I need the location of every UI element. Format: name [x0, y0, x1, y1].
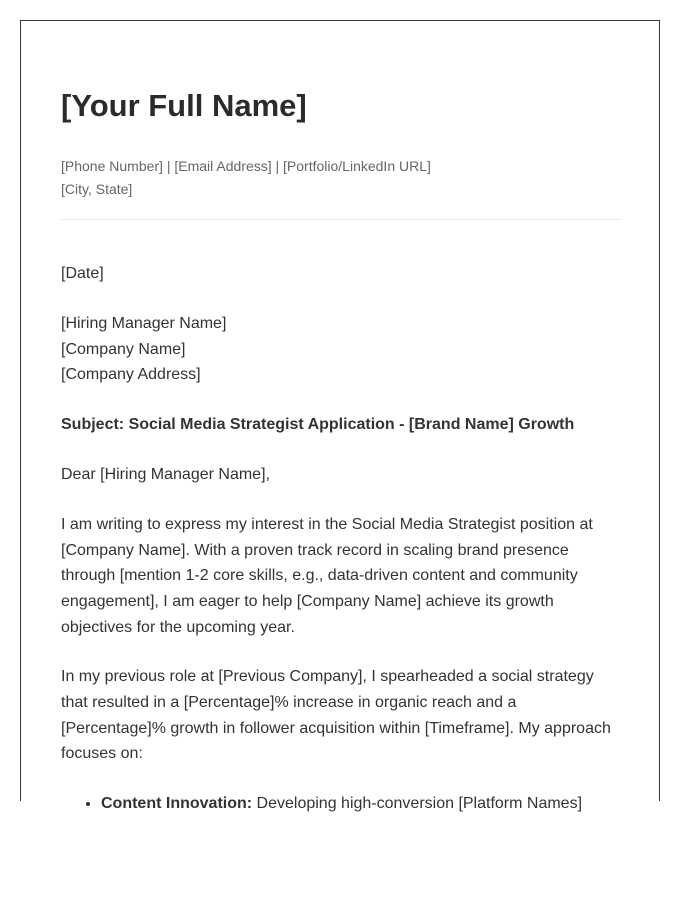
- bullet-text: Developing high-conversion [Platform Names]: [252, 795, 583, 813]
- recipient-block: [61, 311, 621, 388]
- list-item: [101, 791, 621, 817]
- letter-subject: Subject: Social Media Strategist Application - [Brand Name] Growth: [61, 416, 575, 434]
- contact-location: [City, State]: [61, 181, 133, 197]
- letter-body: [61, 261, 621, 817]
- paragraph-experience: In my previous role at [Previous Company], I spearheaded a social strategy that resulted in a [Percentage]% increase in organic reach and a [Percentage]% growth in follower acquisition within [Timeframe]. My approach focuses on:: [61, 668, 611, 763]
- contact-info: [61, 155, 621, 201]
- recipient-manager: [Hiring Manager Name]: [61, 314, 227, 332]
- paragraph-intro: I am writing to express my interest in the Social Media Strategist position at [Company Name]. With a proven track record in scaling brand presence through [mention 1-2 core skills, e.g., data-driven content and community engagement], I am eager to help [Company Name] achieve its growth objectives for the upcoming year.: [61, 516, 593, 636]
- contact-details: [Phone Number] | [Email Address] | [Portfolio/LinkedIn URL]: [61, 158, 431, 174]
- salutation: Dear [Hiring Manager Name],: [61, 466, 270, 484]
- header-divider: [61, 219, 621, 220]
- letter-page: [20, 20, 660, 813]
- bullet-label: Content Innovation:: [101, 795, 253, 813]
- letter-date: [Date]: [61, 265, 104, 282]
- recipient-address: [Company Address]: [61, 366, 201, 384]
- recipient-company: [Company Name]: [61, 340, 186, 358]
- focus-list: [61, 791, 621, 817]
- applicant-name: [Your Full Name]: [61, 88, 307, 123]
